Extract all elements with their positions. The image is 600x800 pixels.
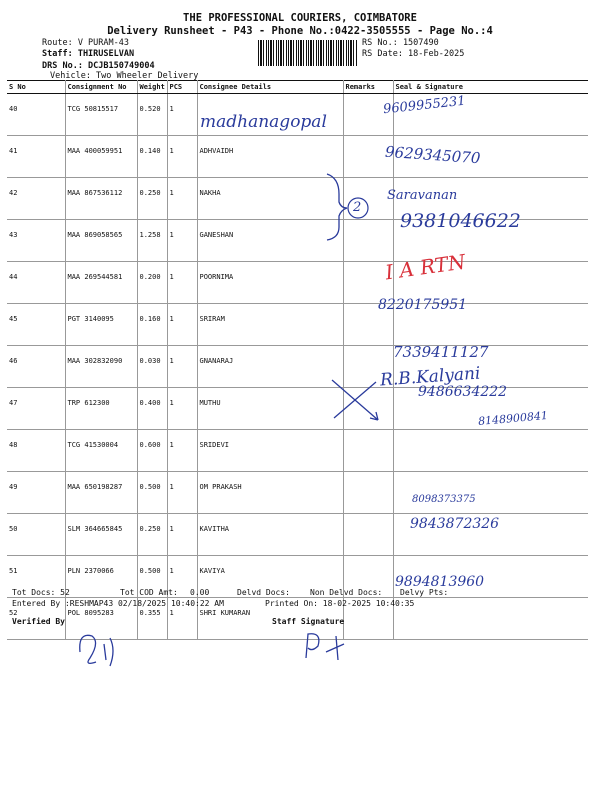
- cell-consignee: GNANARAJ: [197, 346, 343, 388]
- col-sno: S No: [7, 81, 65, 94]
- cell-sno: 45: [7, 304, 65, 346]
- cell-weight: 0.250: [137, 178, 167, 220]
- cell-consignment: MAA 650198287: [65, 472, 137, 514]
- cell-sno: 51: [7, 556, 65, 598]
- drs-number: DRS No.: DCJB150749004: [42, 61, 155, 71]
- cell-consignee: KAVIYA: [197, 556, 343, 598]
- cell-sno: 42: [7, 178, 65, 220]
- col-consignee: Consignee Details: [197, 81, 343, 94]
- company-title: THE PROFESSIONAL COURIERS, COIMBATORE: [183, 12, 417, 24]
- cell-pcs: 1: [167, 388, 197, 430]
- cell-pcs: 1: [167, 178, 197, 220]
- cell-weight: 0.250: [137, 514, 167, 556]
- table-row: [7, 346, 588, 388]
- cell-pcs: 1: [167, 472, 197, 514]
- non-delivered-docs: Non Delvd Docs:: [310, 588, 383, 597]
- cell-pcs: 1: [167, 346, 197, 388]
- cell-weight: 0.355: [137, 598, 167, 640]
- cell-sno: 46: [7, 346, 65, 388]
- cell-consignee: ADHVAIDH: [197, 136, 343, 178]
- staff-signature: [300, 622, 360, 667]
- cell-pcs: 1: [167, 514, 197, 556]
- delivered-docs: Delvd Docs:: [237, 588, 290, 597]
- route-label: Route: V PURAM-43: [42, 38, 129, 48]
- cell-remarks: [343, 430, 393, 472]
- cell-sno: 40: [7, 94, 65, 136]
- bracket-mark: [325, 172, 373, 242]
- delivery-points: Delvy Pts:: [400, 588, 449, 597]
- cell-weight: 0.400: [137, 388, 167, 430]
- cell-pcs: 1: [167, 304, 197, 346]
- cell-weight: 0.140: [137, 136, 167, 178]
- rs-date: RS Date: 18-Feb-2025: [362, 49, 465, 59]
- table-row: [7, 472, 588, 514]
- cell-pcs: 1: [167, 556, 197, 598]
- table-row: [7, 430, 588, 472]
- cell-weight: 0.600: [137, 430, 167, 472]
- cell-sno: 49: [7, 472, 65, 514]
- runsheet-subtitle: Delivery Runsheet - P43 - Phone No.:0422-3505555 - Page No.:4: [107, 25, 493, 37]
- table-row: [7, 304, 588, 346]
- col-weight: Weight: [137, 81, 167, 94]
- handwritten-phone: 8098373375: [412, 494, 476, 505]
- verified-by-label: Verified By: [12, 617, 65, 626]
- col-pcs: PCS: [167, 81, 197, 94]
- cell-seal: [393, 472, 588, 514]
- col-remarks: Remarks: [343, 81, 393, 94]
- handwritten-circle-number: 2: [353, 200, 362, 215]
- table-row: [7, 514, 588, 556]
- cell-weight: 0.500: [137, 556, 167, 598]
- cell-sno: 47: [7, 388, 65, 430]
- cell-pcs: 1: [167, 220, 197, 262]
- cell-sno: 48: [7, 430, 65, 472]
- cell-sno: 52: [7, 598, 65, 640]
- handwritten-phone: 9894813960: [395, 574, 485, 590]
- cell-consignment: TCG 41530004: [65, 430, 137, 472]
- cell-consignee: MUTHU: [197, 388, 343, 430]
- runsheet-table: [7, 80, 588, 640]
- cell-sno: 43: [7, 220, 65, 262]
- rs-number: RS No.: 1507490: [362, 38, 439, 48]
- barcode: [258, 40, 358, 66]
- handwritten-phone: 8148900841: [477, 408, 549, 429]
- cell-consignment: PGT 3140095: [65, 304, 137, 346]
- total-cod-label: Tot COD Amt:: [120, 588, 178, 597]
- table-row: [7, 556, 588, 598]
- vehicle-label: Vehicle: Two Wheeler Delivery: [50, 71, 199, 81]
- cell-consignment: TCG 50815517: [65, 94, 137, 136]
- table-row: [7, 136, 588, 178]
- handwritten-phone: 8220175951: [378, 297, 468, 313]
- cell-consignment: MAA 302832090: [65, 346, 137, 388]
- cell-consignment: POL 8095283: [65, 598, 137, 640]
- cell-consignment: MAA 400059951: [65, 136, 137, 178]
- staff-signature-label: Staff Signature: [272, 617, 345, 626]
- cell-pcs: 1: [167, 430, 197, 472]
- cell-pcs: 1: [167, 94, 197, 136]
- handwritten-phone: 9486634222: [418, 384, 508, 400]
- handwritten-phone: 9629345070: [384, 142, 481, 168]
- cell-weight: 0.030: [137, 346, 167, 388]
- staff-label: Staff: THIRUSELVAN: [42, 49, 135, 59]
- cell-consignment: MAA 269544581: [65, 262, 137, 304]
- cell-consignment: PLN 2370066: [65, 556, 137, 598]
- col-consignment: Consignment No: [65, 81, 137, 94]
- handwritten-name: madhanagopal: [200, 112, 327, 132]
- cell-seal: [393, 430, 588, 472]
- cell-weight: 0.500: [137, 472, 167, 514]
- cell-consignment: MAA 869058565: [65, 220, 137, 262]
- cell-sno: 44: [7, 262, 65, 304]
- cell-consignee: SRIDEVI: [197, 430, 343, 472]
- handwritten-phone: 7339411127: [393, 343, 489, 361]
- total-docs: Tot Docs: 52: [12, 588, 70, 597]
- cell-remarks: [343, 514, 393, 556]
- cell-pcs: 1: [167, 262, 197, 304]
- handwritten-phone: 9381046622: [400, 210, 521, 232]
- cell-consignee: GANESHAN: [197, 220, 343, 262]
- cell-consignment: SLM 364665845: [65, 514, 137, 556]
- cell-sno: 41: [7, 136, 65, 178]
- total-cod-amount: 0.00: [190, 588, 210, 597]
- cell-pcs: 1: [167, 136, 197, 178]
- cell-consignee: POORNIMA: [197, 262, 343, 304]
- cell-weight: 0.520: [137, 94, 167, 136]
- entered-by: Entered By :RESHMAP43 02/18/2025 10:40:22 AM: [12, 599, 224, 608]
- cell-weight: 0.200: [137, 262, 167, 304]
- cell-seal: [393, 598, 588, 640]
- cell-remarks: [343, 472, 393, 514]
- cell-consignee: NAKHA: [197, 178, 343, 220]
- handwritten-name: R.B.Kalyani: [379, 363, 482, 391]
- cross-arrow-mark: [328, 372, 388, 432]
- cell-consignment: TRP 612300: [65, 388, 137, 430]
- table-row: [7, 262, 588, 304]
- handwritten-phone: 9843872326: [410, 516, 500, 532]
- cell-consignee: KAVITHA: [197, 514, 343, 556]
- handwritten-name: Saravanan: [387, 188, 458, 203]
- cell-consignee: OM PRAKASH: [197, 472, 343, 514]
- handwritten-phone: 9609955231: [382, 93, 467, 118]
- cell-consignee: SRIRAM: [197, 304, 343, 346]
- cell-consignee: SHRI KUMARAN: [197, 598, 343, 640]
- table-header-row: [7, 81, 588, 94]
- cell-pcs: 1: [167, 598, 197, 640]
- handwritten-rtn-note: I A RTN: [383, 249, 467, 285]
- printed-on: Printed On: 18-02-2025 10:40:35: [265, 599, 415, 608]
- cell-sno: 50: [7, 514, 65, 556]
- verifier-signature: [70, 622, 130, 672]
- cell-weight: 0.160: [137, 304, 167, 346]
- cell-consignment: MAA 867536112: [65, 178, 137, 220]
- col-seal: Seal & Signature: [393, 81, 588, 94]
- cell-weight: 1.258: [137, 220, 167, 262]
